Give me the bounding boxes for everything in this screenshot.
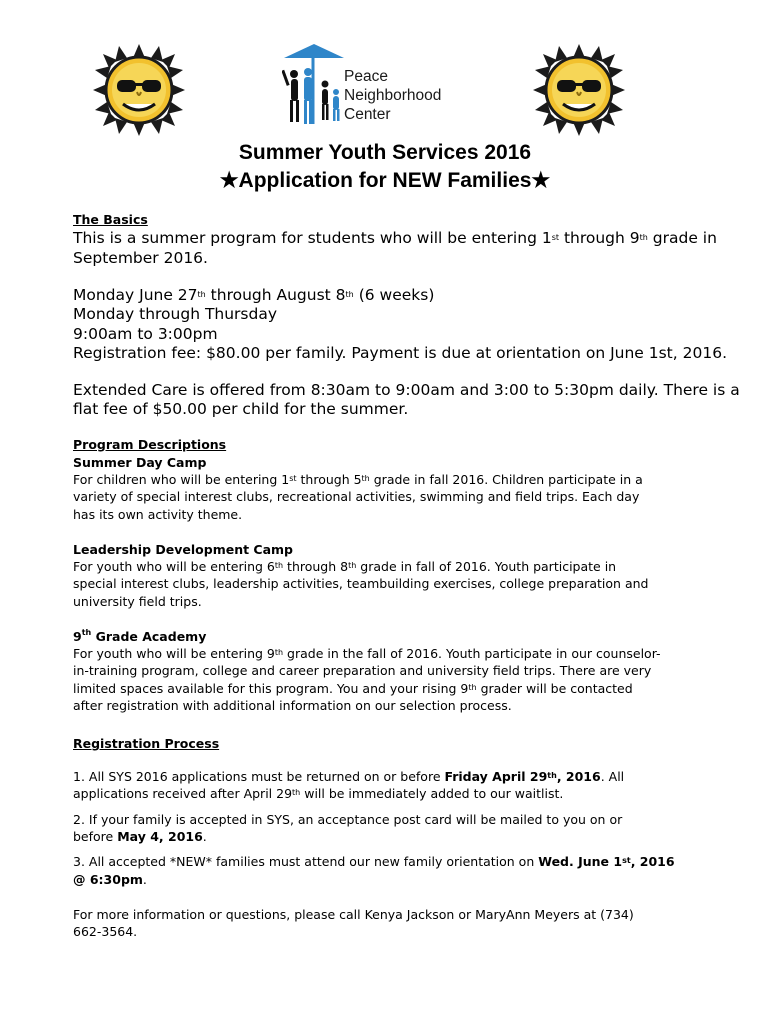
registration-step1-line1: 1. All SYS 2016 applications must be returned on or before Friday April 29th, 2016. All [73, 769, 625, 784]
sun-with-sunglasses-icon [533, 44, 625, 136]
peace-neighborhood-center-logo [282, 44, 482, 134]
registration-step2-line2: before May 4, 2016. [73, 829, 207, 844]
program-title-leadership-camp: Leadership Development Camp [73, 542, 294, 557]
contact-info-line1: For more information or questions, please call Kenya Jackson or MaryAnn Meyers at (734) [73, 907, 634, 922]
basics-registration-fee: Registration fee: $80.00 per family. Payment is due at orientation on June 1st, 2016. [73, 344, 727, 362]
program-title-summer-day-camp: Summer Day Camp [73, 455, 207, 470]
registration-step3-line2: @ 6:30pm. [73, 872, 147, 887]
academy-line3: limited spaces available for this program. You and your rising 9th grader will be contacted [73, 681, 633, 696]
page-subtitle: ★Application for NEW Families★ [219, 169, 551, 192]
contact-info-line2: 662-3564. [73, 924, 138, 939]
logo-line-peace: Peace [344, 68, 388, 85]
page-title: Summer Youth Services 2016 [238, 141, 532, 164]
summer-day-camp-line1: For children who will be entering 1st through 5th grade in fall 2016. Children participate in a [73, 472, 643, 487]
logo-roof-people-icon [282, 44, 344, 134]
logo-text [344, 67, 441, 124]
section-heading-registration: Registration Process [73, 736, 220, 751]
registration-step1-line2: applications received after April 29th will be immediately added to our waitlist. [73, 786, 564, 801]
registration-step2-line1: 2. If your family is accepted in SYS, an acceptance post card will be mailed to you on or [73, 812, 623, 827]
logo-line-center: Center [344, 106, 391, 123]
logo-line-neighborhood: Neighborhood [344, 87, 442, 104]
leadership-camp-line2: special interest clubs, leadership activities, teambuilding exercises, college preparation and [73, 576, 649, 591]
basics-extended-care-line1: Extended Care is offered from 8:30am to 9:00am and 3:00 to 5:30pm daily. There is a [73, 381, 740, 399]
basics-dates: Monday June 27th through August 8th (6 weeks) [73, 286, 435, 304]
basics-days: Monday through Thursday [73, 305, 278, 323]
academy-line1: For youth who will be entering 9th grade in the fall of 2016. Youth participate in our counselor- [73, 646, 661, 661]
basics-extended-care-line2: flat fee of $50.00 per child for the summer. [73, 400, 409, 418]
program-title-9th-grade-academy: 9th Grade Academy [73, 628, 207, 644]
leadership-camp-line1: For youth who will be entering 6th through 8th grade in fall of 2016. Youth participate in [73, 559, 617, 574]
basics-hours: 9:00am to 3:00pm [73, 325, 218, 343]
registration-step3-line1: 3. All accepted *NEW* families must attend our new family orientation on Wed. June 1st, 2016 [73, 854, 675, 869]
basics-intro-line1: This is a summer program for students who will be entering 1st through 9th grade in [73, 229, 717, 247]
leadership-camp-line3: university field trips. [73, 594, 202, 609]
summer-day-camp-line3: has its own activity theme. [73, 507, 243, 522]
academy-line2: in-training program, college and career preparation and university field trips. There are very [73, 663, 652, 678]
basics-intro-line2: September 2016. [73, 249, 208, 267]
academy-line4: after registration with additional information on our selection process. [73, 698, 512, 713]
section-heading-basics: The Basics [73, 212, 148, 227]
sun-with-sunglasses-icon [93, 44, 185, 136]
section-heading-programs: Program Descriptions [73, 437, 227, 452]
summer-day-camp-line2: variety of special interest clubs, recreational activities, swimming and field trips. Each day [73, 489, 640, 504]
